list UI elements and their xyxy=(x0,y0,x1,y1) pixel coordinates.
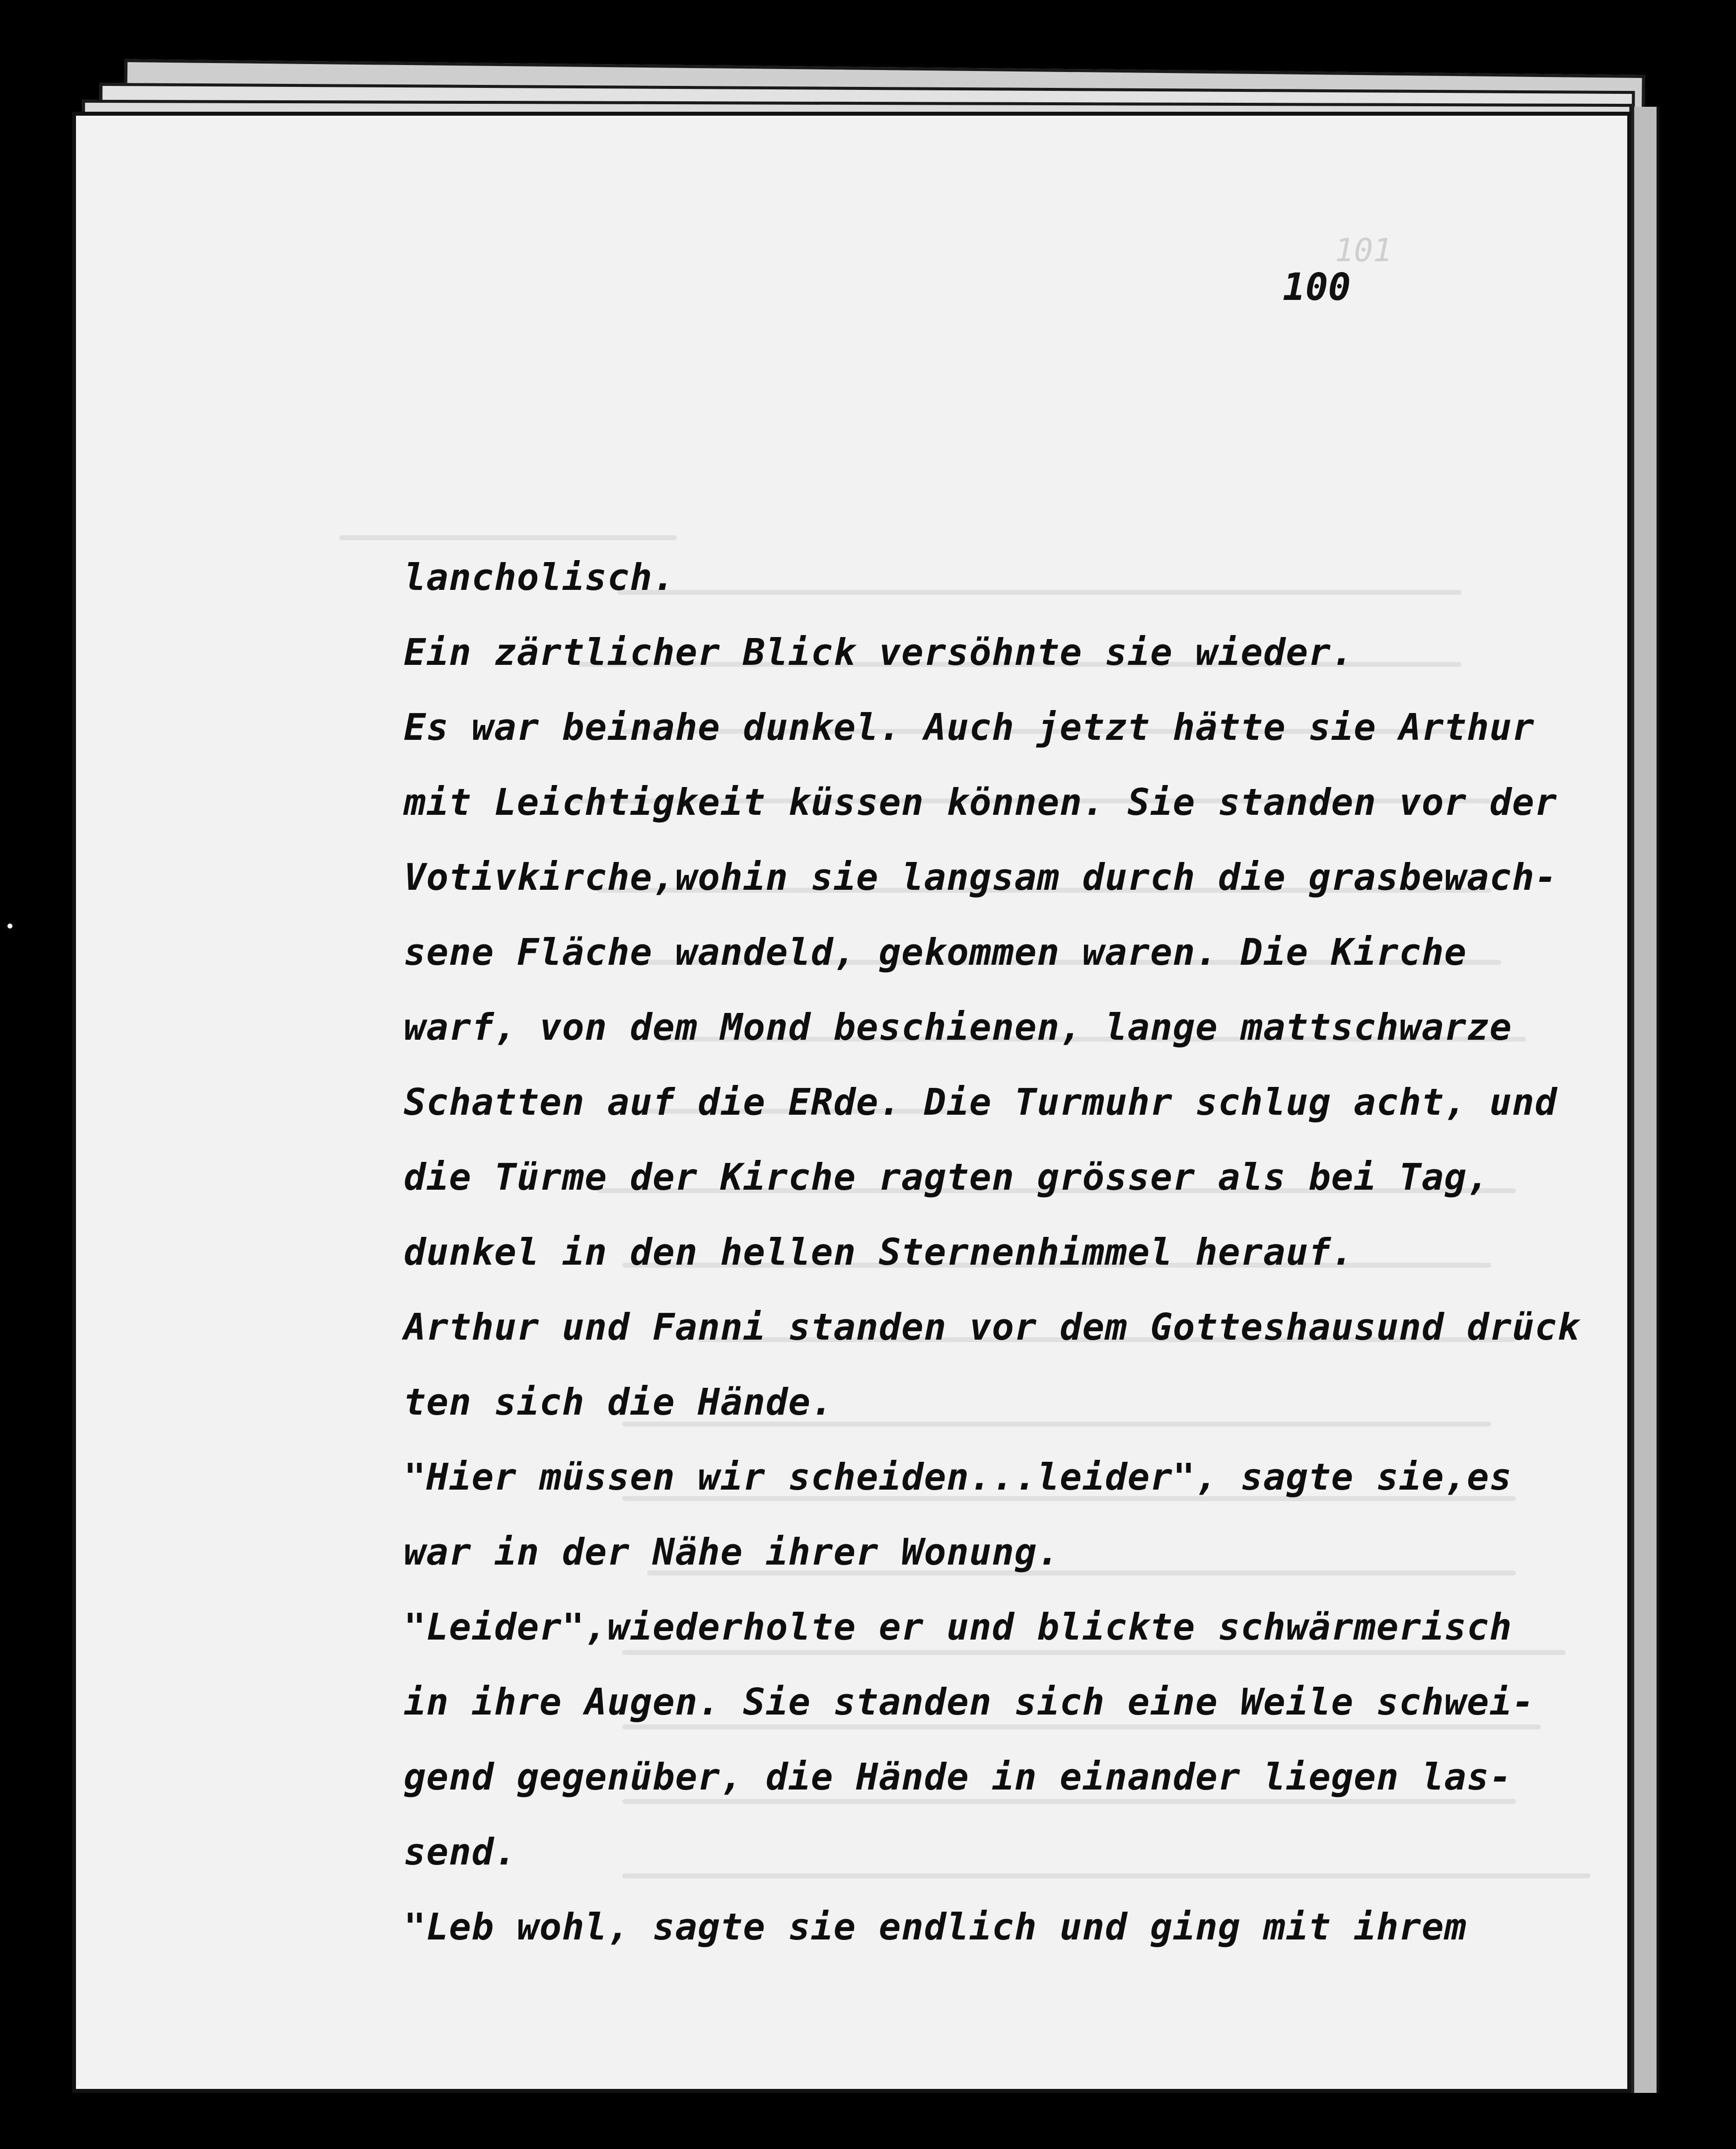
text-line: "Leb wohl, sagte sie endlich und ging mit ihrem xyxy=(404,1906,1467,1948)
text-line: gend gegenüber, die Hände in einander liegen las- xyxy=(404,1756,1513,1798)
text-line: Ein zärtlicher Blick versöhnte sie wieder. xyxy=(404,631,1354,674)
text-line: Votivkirche,wohin sie langsam durch die grasbewach- xyxy=(404,856,1558,899)
text-line: Arthur und Fanni standen vor dem Gotteshausund drück xyxy=(404,1306,1580,1349)
typewritten-text xyxy=(404,540,1595,1965)
page-number: 100 xyxy=(1283,265,1351,309)
text-line: Es war beinahe dunkel. Auch jetzt hätte sie Arthur xyxy=(404,706,1535,749)
text-line: lancholisch. xyxy=(404,556,675,599)
text-line: mit Leichtigkeit küssen können. Sie standen vor der xyxy=(404,781,1558,824)
text-line: die Türme der Kirche ragten grösser als bei Tag, xyxy=(404,1156,1490,1199)
text-line: in ihre Augen. Sie standen sich eine Weile schwei- xyxy=(404,1681,1535,1723)
text-line: "Leider",wiederholte er und blickte schwärmerisch xyxy=(404,1606,1513,1648)
text-line: war in der Nähe ihrer Wonung. xyxy=(404,1531,1060,1574)
document-page xyxy=(72,112,1631,2093)
text-line: sene Fläche wandeld, gekommen waren. Die Kirche xyxy=(404,931,1467,974)
text-line: dunkel in den hellen Sternenhimmel herauf. xyxy=(404,1231,1354,1274)
scan-speck xyxy=(7,924,12,929)
show-through-page-number: 101 xyxy=(1335,232,1392,269)
page-stack-edge xyxy=(1631,107,1660,2093)
text-line: Schatten auf die ERde. Die Turmuhr schlug acht, und xyxy=(404,1081,1558,1124)
text-line: "Hier müssen wir scheiden...leider", sagte sie,es xyxy=(404,1456,1513,1499)
text-line: warf, von dem Mond beschienen, lange mattschwarze xyxy=(404,1006,1513,1049)
text-line: send. xyxy=(404,1831,517,1873)
text-line: ten sich die Hände. xyxy=(404,1381,834,1424)
